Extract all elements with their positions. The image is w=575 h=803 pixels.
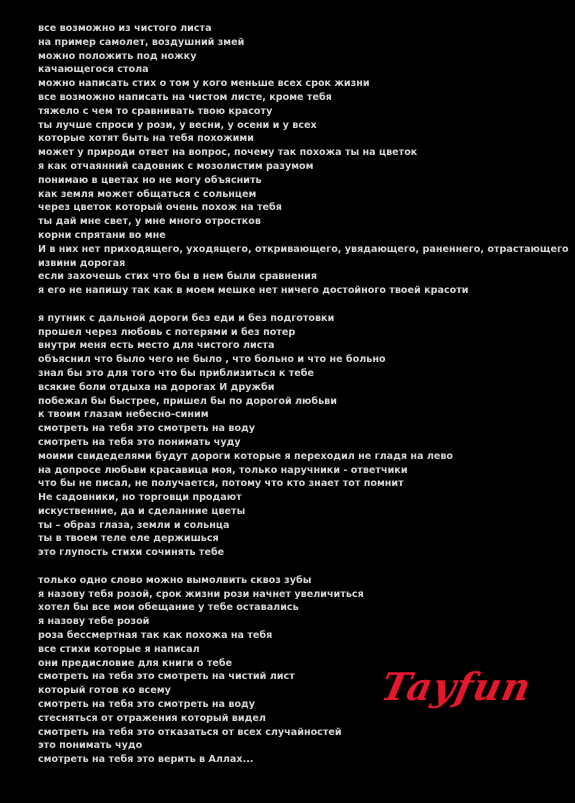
poem-line: ты – образ глаза, земли и сольнца <box>38 519 230 531</box>
poem-line: тяжело с чем то сравнивать твою красоту <box>38 105 273 117</box>
poem-line: я назову тебе розой <box>38 616 150 628</box>
poem-line: это глупость стихи сочинять тебе <box>38 547 225 559</box>
poem-line: знал бы это для того что бы приблизиться к тебе <box>38 367 314 379</box>
poem-line: И в них нет приходящего, уходящего, откривающего, увядающего, раненнего, отрастающего <box>38 243 569 255</box>
poem-line: внутри меня есть место для чистого листа <box>38 340 275 352</box>
poem-line: искуственние, да и сделанние цветы <box>38 505 246 517</box>
poem-line: только одно слово можно вымолвить сквоз зубы <box>38 574 312 586</box>
poem-line: стесняться от отражения который видел <box>38 712 266 724</box>
poem-line: смотреть на тебя это смотреть на воду <box>38 423 256 435</box>
poem-line: извини дорогая <box>38 257 126 269</box>
poem-line: смотреть на тебя это отказаться от всех случайностей <box>38 726 342 738</box>
poem-line: все возможно написать на чистом листе, кроме тебя <box>38 91 332 103</box>
stanza-1 <box>38 22 568 298</box>
poem-line: все возможно из чистого листа <box>38 23 212 34</box>
poem-line: понимаю в цветах но не могу объяснить <box>38 174 262 186</box>
poem-line: все стихи которые я написал <box>38 643 200 655</box>
poem-line: моими свидеделями будут дороги которые я переходил не гладя на лево <box>38 450 454 462</box>
poem-line: как земля может общаться с сольнцем <box>38 188 257 200</box>
poem-line: которые хотят быть на тебя похожими <box>38 133 254 145</box>
poem-line: смотреть на тебя это понимать чуду <box>38 436 241 448</box>
poem-line: смотреть на тебя это верить в Аллах... <box>38 754 254 766</box>
poem-line: хотел бы все мои обещание у тебе оставались <box>38 602 299 614</box>
poem-line: я его не напишу так как в моем мешке нет ничего достойного твоей красоти <box>38 285 469 297</box>
poem-line: через цветок который очень похож на тебя <box>38 202 282 214</box>
poem-line: может у природи ответ на вопрос, почему так похожа ты на цветок <box>38 147 418 159</box>
stanza-break <box>38 298 568 312</box>
poem-line: смотреть на тебя это смотреть на воду <box>38 699 256 711</box>
stanza-break <box>38 560 568 574</box>
poem-line: я как отчаянний садовник с мозолистим разумом <box>38 160 314 172</box>
poem-line: если захочешь стих что бы в нем были сравнения <box>38 271 318 283</box>
poem-line: корни спрятани во мне <box>38 229 166 241</box>
stanza-2 <box>38 312 568 560</box>
poem-line: побежал бы быстрее, пришел бы по дорогой любьви <box>38 395 337 407</box>
poem-line: к твоим глазам небесно-синим <box>38 409 209 421</box>
poem-line: всякие боли отдыха на дорогах И дружби <box>38 381 275 393</box>
poem-line: они предисловие для книги о тебе <box>38 657 233 669</box>
poem-line: который готов ко всему <box>38 685 171 697</box>
poem-line: прошел через любовь с потерями и без потер <box>38 326 296 338</box>
poem-line: Не садовники, но торговци продают <box>38 492 242 504</box>
poem-line: я путник с дальной дороги без еди и без подготовки <box>38 312 335 324</box>
poem-line: ты в твоем теле еле держишься <box>38 533 219 545</box>
poem-line: ты лучше спроси у рози, у весни, у осени и у всех <box>38 119 317 131</box>
poem-line: на допросе любьви красавица моя, только наручники - ответчики <box>38 464 408 476</box>
poem-line: объяснил что было чего не было , что больно и что не больно <box>38 354 386 366</box>
poem-line: качающегося стола <box>38 64 149 76</box>
poem-line: можно написать стих о том у кого меньше всех срок жизни <box>38 78 370 90</box>
poem-line: ты дай мне свет, у мне много отростков <box>38 216 261 228</box>
author-signature: Tayfun <box>377 664 536 709</box>
poem-line: можно положить под ножку <box>38 50 197 62</box>
poem-line: что бы не писал, не получается, потому что кто знает тот помнит <box>38 478 404 490</box>
poem-line: роза бессмертная так как похожа на тебя <box>38 630 273 642</box>
poem-line: на пример самолет, воздушний змей <box>38 36 245 48</box>
poem-line: это понимать чудо <box>38 740 143 752</box>
poem-line: смотреть на тебя это смотреть на чистий лист <box>38 671 295 683</box>
poem-line: я назову тебя розой, срок жизни рози начнет увеличиться <box>38 588 364 600</box>
poem-text <box>38 22 568 767</box>
